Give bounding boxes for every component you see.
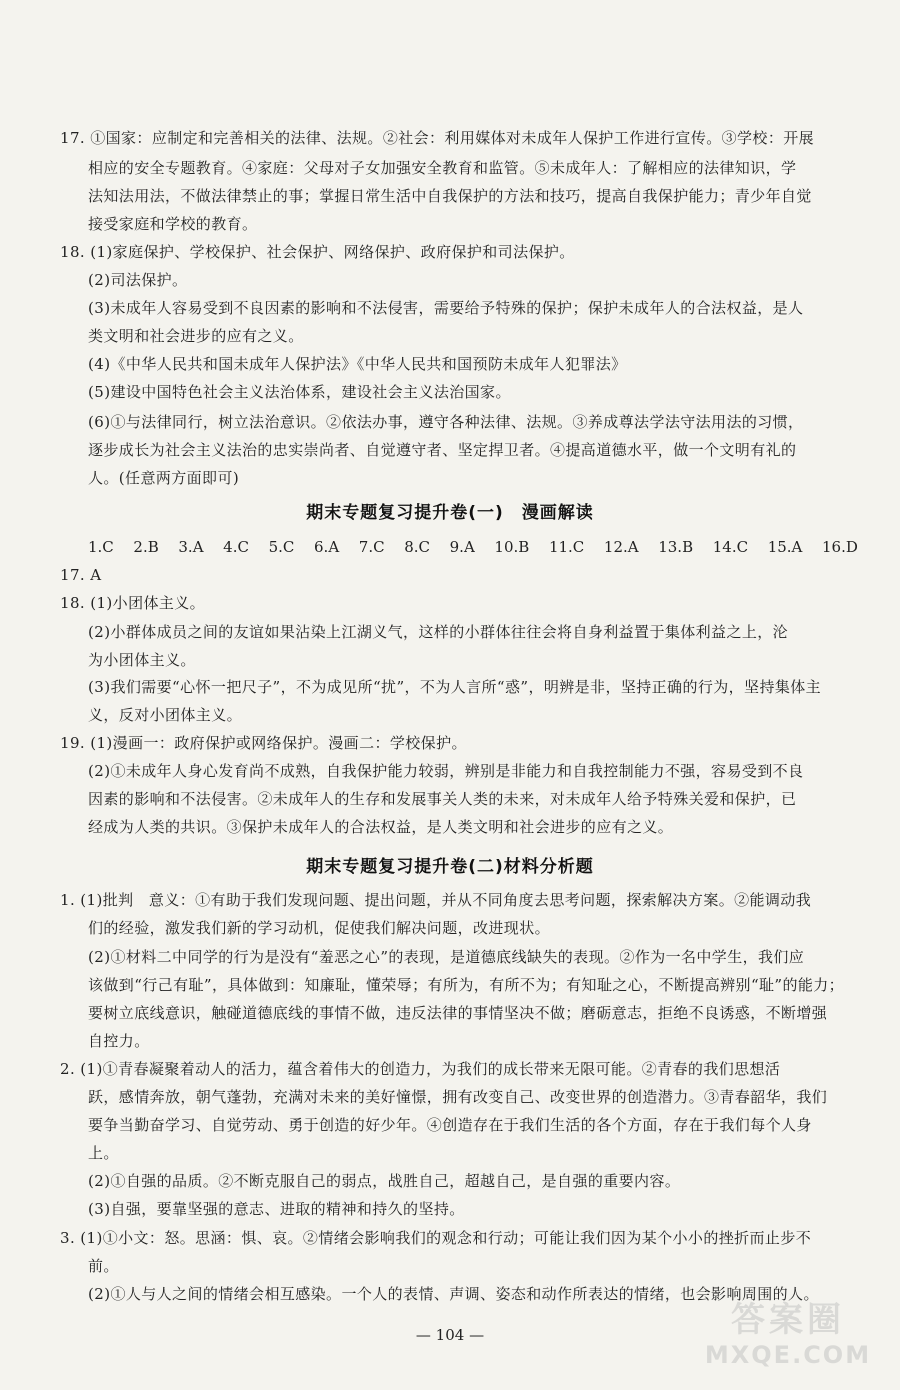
text-line: 因素的影响和不法侵害。②未成年人的生存和发展事关人类的未来，对未成年人给予特殊关爱和保护，已 [88,790,797,808]
section-heading-1: 期末专题复习提升卷(一) 漫画解读 [306,503,594,523]
watermark-text: 答案圈 [731,1300,845,1340]
text-line: (5)建设中国特色社会主义法治体系，建设社会主义法治国家。 [88,383,511,401]
page-number: — 104 — [415,1326,485,1344]
text-line: 1. (1)批判 意义：①有助于我们发现问题、提出问题，并从不同角度去思考问题，探索解决方案。②能调动我 [60,891,812,909]
watermark-url: MXQE.COM [704,1341,872,1369]
answer-item: 3.A [178,538,204,556]
text-line: 人。(任意两方面即可) [88,469,240,487]
answer-item: 12.A [603,538,639,556]
text-line: (4)《中华人民共和国未成年人保护法》《中华人民共和国预防未成年人犯罪法》 [88,355,627,373]
answer-item: 15.A [767,538,803,556]
text-line: 经成为人类的共识。③保护未成年人的合法权益，是人类文明和社会进步的应有之义。 [88,818,674,836]
text-line: 相应的安全专题教育。④家庭：父母对子女加强安全教育和监管。⑤未成年人：了解相应的法律知识，学 [88,159,797,177]
text-line: (2)①材料二中同学的行为是没有“羞恶之心”的表现，是道德底线缺失的表现。②作为一名中学生，我们应 [88,948,805,966]
text-line: 法知法用法，不做法律禁止的事；掌握日常生活中自我保护的方法和技巧，提高自我保护能力；青少年自觉 [88,187,812,205]
text-line: 要树立底线意识，触碰道德底线的事情不做，违反法律的事情坚决不做；磨砺意志，拒绝不良诱惑，不断增强 [88,1004,828,1022]
text-line: 为小团体主义。 [88,651,196,669]
answer-item: 7.C [358,538,385,556]
text-line: 17. ①国家：应制定和完善相关的法律、法规。②社会：利用媒体对未成年人保护工作进行宣传。③学校：开展 [60,129,815,147]
text-line: (3)未成年人容易受到不良因素的影响和不法侵害，需要给予特殊的保护；保护未成年人的合法权益，是人 [88,299,804,317]
text-line: 该做到“行己有耻”，具体做到：知廉耻，懂荣辱；有所为，有所不为；有知耻之心，不断提高辨别“耻”的能力； [88,976,845,994]
answer-item: 4.C [223,538,249,556]
text-line: (3)自强，要靠坚强的意志、进取的精神和持久的坚持。 [88,1200,465,1218]
text-line: 18. (1)小团体主义。 [60,594,206,612]
text-line: 17. A [60,566,102,584]
answer-item: 13.B [658,538,694,556]
text-line: (2)①自强的品质。②不断克服自己的弱点，战胜自己，超越自己，是自强的重要内容。 [88,1172,681,1190]
text-line: (3)我们需要“心怀一把尺子”，不为成见所“扰”，不为人言所“惑”，明辨是非，坚持正确的行为，坚持集体主 [88,678,822,696]
answer-item: 16.D [822,538,858,556]
text-line: 自控力。 [88,1032,150,1050]
text-line: 18. (1)家庭保护、学校保护、社会保护、网络保护、政府保护和司法保护。 [60,243,575,261]
text-line: (6)①与法律同行，树立法治意识。②依法办事，遵守各种法律、法规。③养成尊法学法守法用法的习惯， [88,413,804,431]
text-line: (2)①未成年人身心发育尚不成熟，自我保护能力较弱，辨别是非能力和自我控制能力不强，容易受到不良 [88,762,804,780]
text-line: 要争当勤奋学习、自觉劳动、勇于创造的好少年。④创造存在于我们生活的各个方面，存在于我们每个人身 [88,1116,812,1134]
text-line: 义，反对小团体主义。 [88,706,243,724]
watermark-logo [688,1300,888,1380]
answer-item: 10.B [494,538,530,556]
text-line: 3. (1)①小文：怒。思涵：惧、哀。②情绪会影响我们的观念和行动；可能让我们因为某个小小的挫折而止步不 [60,1229,812,1247]
answer-item: 9.A [449,538,475,556]
answer-item: 14.C [712,538,749,556]
answer-item: 1.C [88,538,114,556]
answer-item: 6.A [314,538,340,556]
text-line: (2)①人与人之间的情绪会相互感染。一个人的表情、声调、姿态和动作所表达的情绪，也会影响周围的人。 [88,1285,819,1303]
text-line: 2. (1)①青春凝聚着动人的活力，蕴含着伟大的创造力，为我们的成长带来无限可能。②青春的我们思想活 [60,1060,781,1078]
text-line: 们的经验，激发我们新的学习动机，促使我们解决问题，改进现状。 [88,919,551,937]
text-line: 类文明和社会进步的应有之义。 [88,327,304,345]
text-line: 19. (1)漫画一：政府保护或网络保护。漫画二：学校保护。 [60,734,467,752]
text-line: (2)小群体成员之间的友谊如果沾染上江湖义气，这样的小群体往往会将自身利益置于集体利益之上，沦 [88,623,789,641]
text-line: 跃，感情奔放，朝气蓬勃，充满对未来的美好憧憬，拥有改变自己、改变世界的创造潜力。③青春韶华，我们 [88,1088,828,1106]
text-line: 逐步成长为社会主义法治的忠实崇尚者、自觉遵守者、坚定捍卫者。④提高道德水平，做一个文明有礼的 [88,441,797,459]
section-heading-2: 期末专题复习提升卷(二)材料分析题 [306,857,594,877]
answer-item: 5.C [268,538,295,556]
text-line: 前。 [88,1257,119,1275]
multiple-choice-answers [88,537,858,557]
answer-item: 11.C [548,538,585,556]
answer-item: 8.C [404,538,431,556]
text-line: (2)司法保护。 [88,271,188,289]
answer-item: 2.B [133,538,159,556]
text-line: 上。 [88,1144,119,1162]
text-line: 接受家庭和学校的教育。 [88,215,258,233]
